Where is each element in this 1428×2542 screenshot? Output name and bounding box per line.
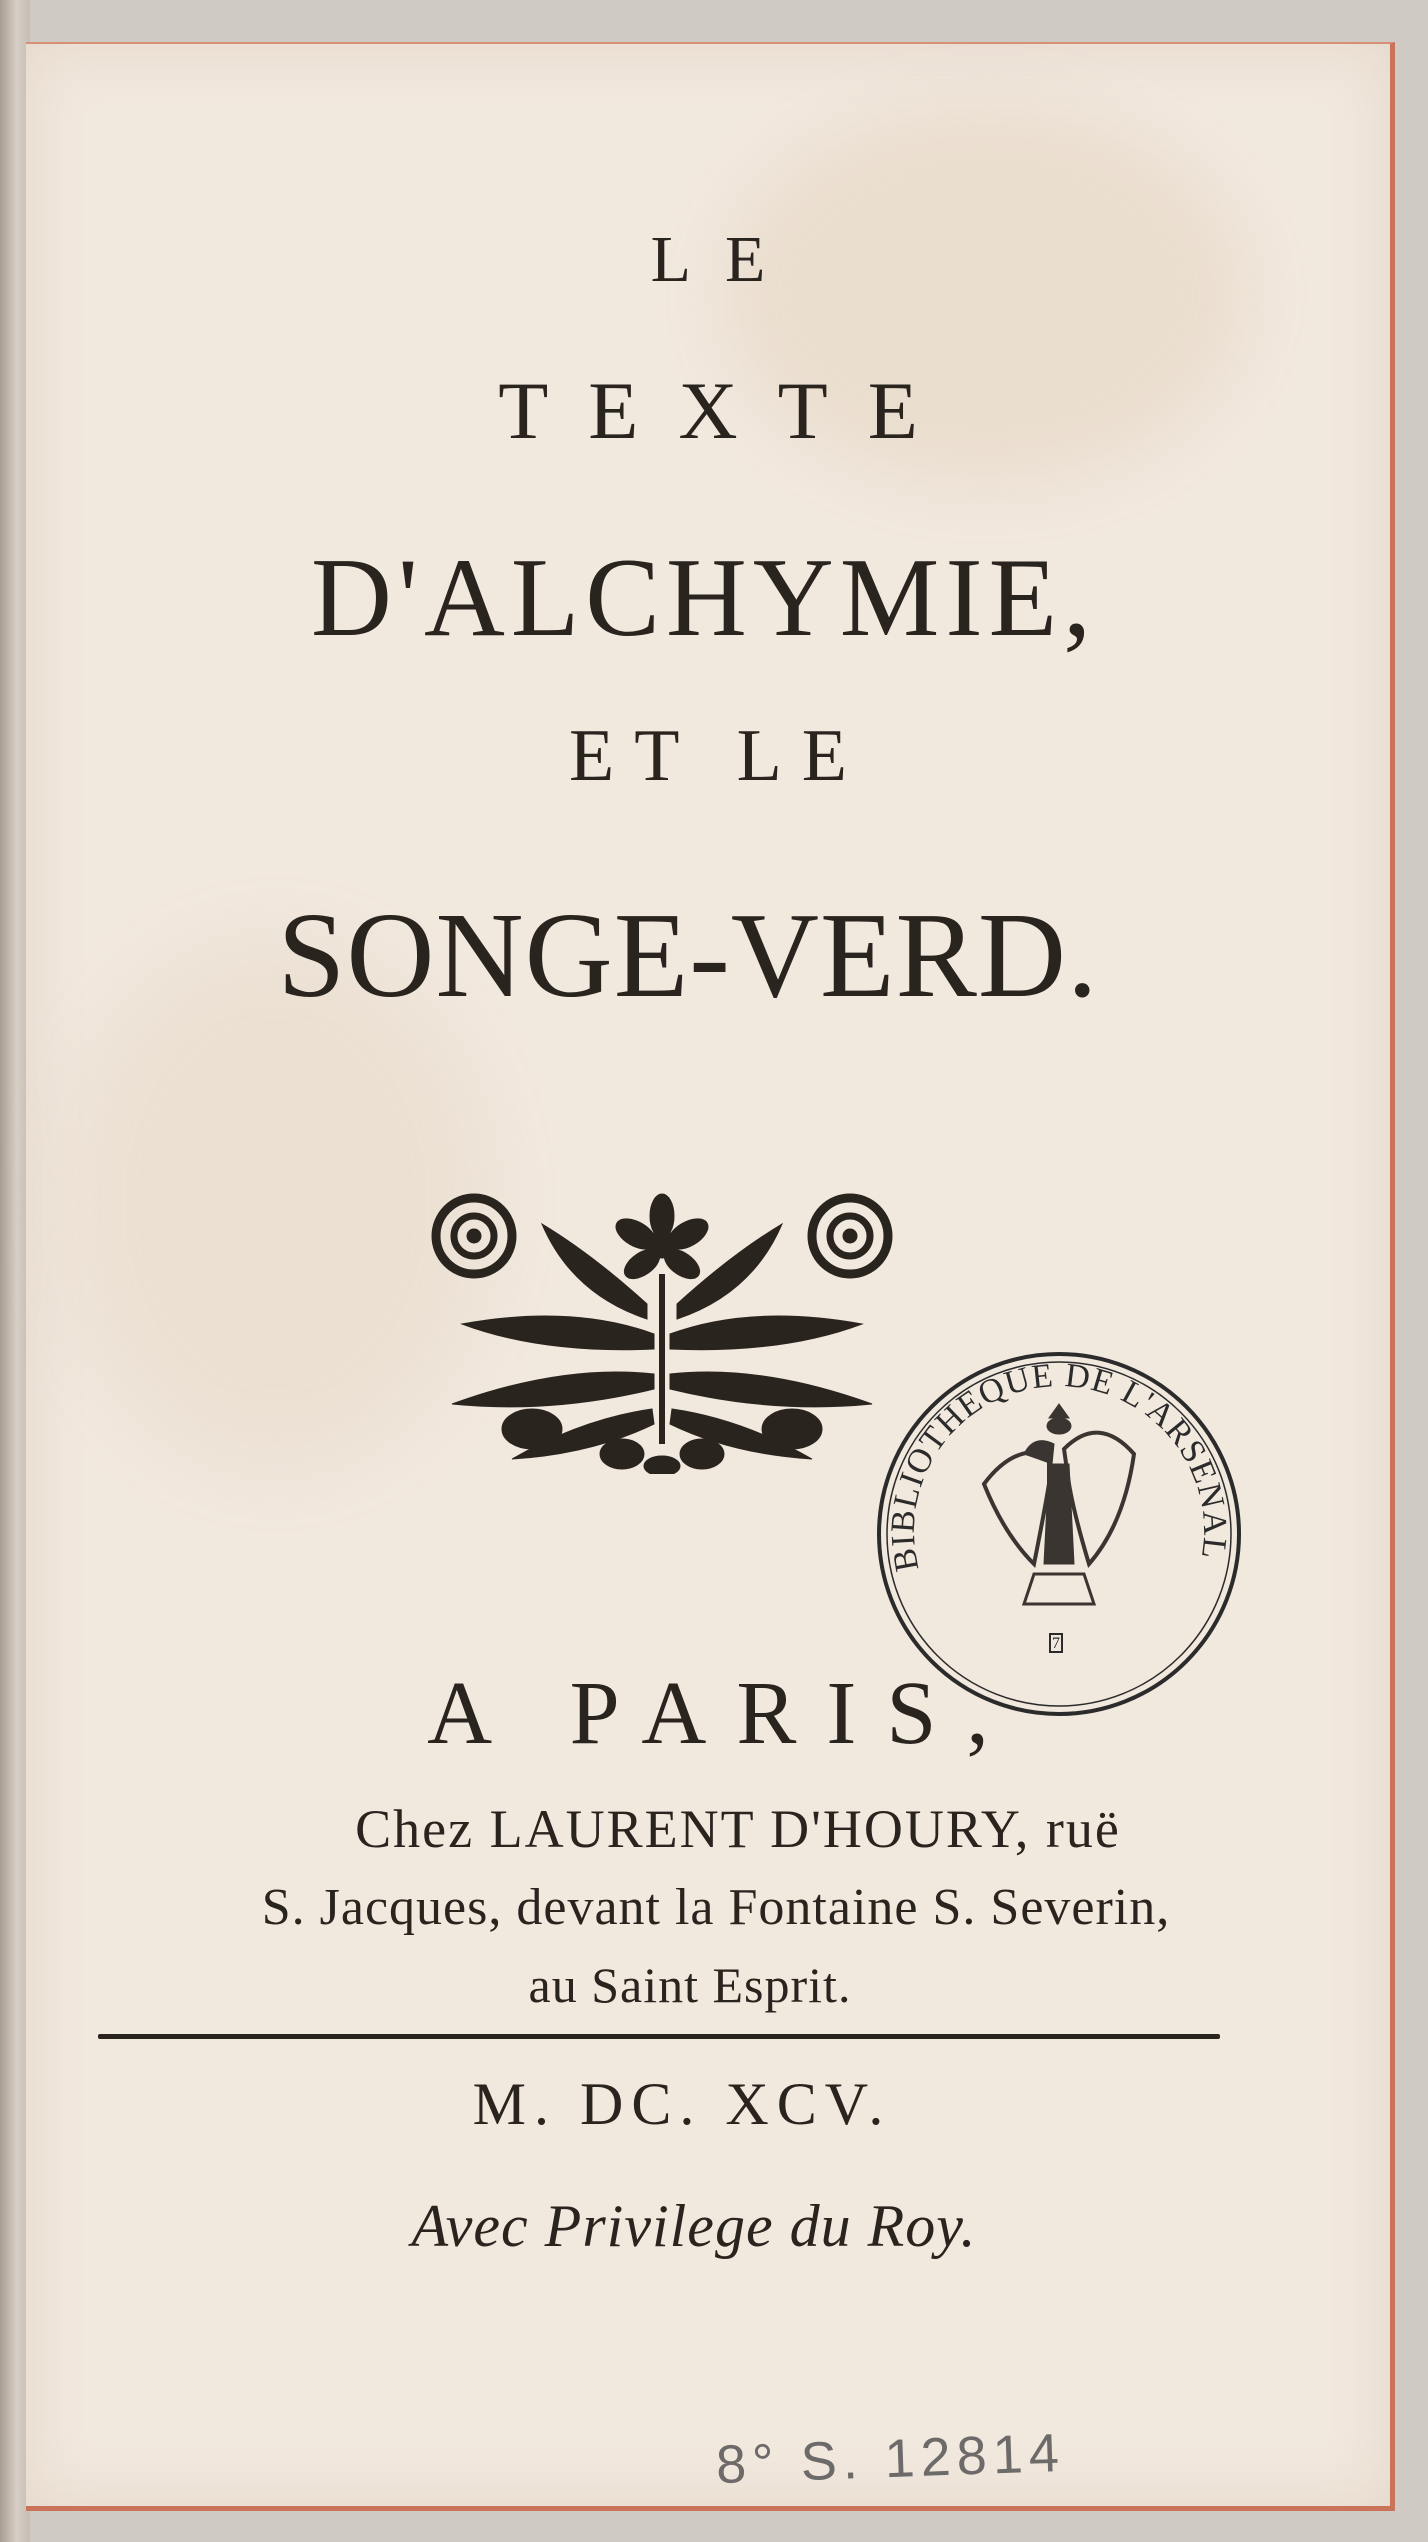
imprint-sign: au Saint Esprit. — [528, 1957, 852, 2013]
title-line-songe-verd: SONGE-VERD. — [277, 888, 1099, 1023]
svg-text:BIBLIOTHEQUE DE L'ARSENAL — [885, 1357, 1234, 1574]
imprint-place: A PARIS, — [427, 1664, 1019, 1763]
shelfmark: 8° S. 12814 — [715, 2422, 1066, 2496]
title-line-texte: TEXTE — [498, 365, 958, 456]
privilege-line: Avec Privilege du Roy. — [411, 2193, 977, 2259]
imprint-address: S. Jacques, devant la Fontaine S. Severin, — [261, 1879, 1171, 1936]
publication-date: M. DC. XCV. — [472, 2071, 892, 2137]
title-line-alchymie: D'ALCHYMIE, — [310, 536, 1098, 660]
title-line-le: LE — [650, 223, 800, 296]
stamp-number: 7 — [1052, 1635, 1060, 1652]
horizontal-rule — [98, 2034, 1220, 2039]
floral-bouquet-icon — [422, 1184, 902, 1474]
title-line-et-le: ET LE — [569, 715, 867, 797]
title-page — [26, 42, 1395, 2511]
imprint-printer: Chez LAURENT D'HOURY, ruë — [355, 1799, 1121, 1859]
stamp-inscription: BIBLIOTHEQUE DE L'ARSENAL — [884, 1356, 1234, 1575]
